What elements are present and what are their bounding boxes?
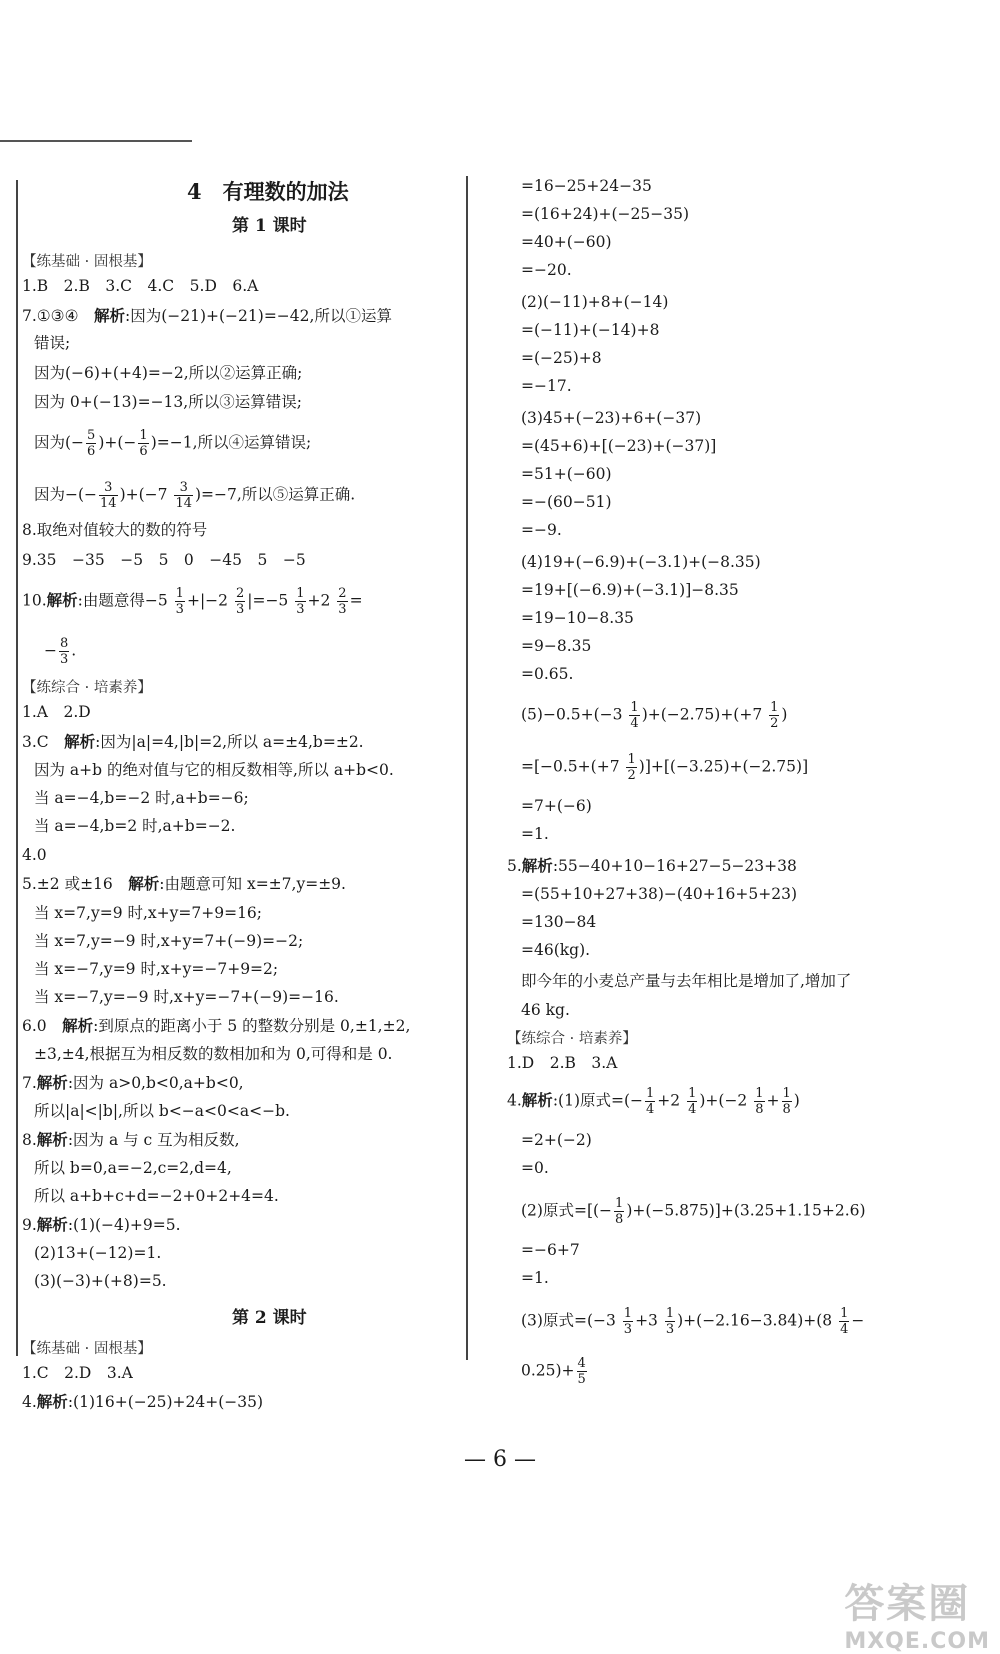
answer-line: 当 a=−4,b=2 时,a+b=−2.: [34, 817, 236, 835]
answer-line: ±3,±4,根据互为相反数的数相加和为 0,可得和是 0.: [34, 1045, 393, 1063]
answer-line: 所以 b=0,a=−2,c=2,d=4,: [34, 1159, 232, 1177]
analysis-label: 解析: [521, 1090, 553, 1110]
top-rule: [0, 140, 192, 142]
answer-line: 6.0 解析:到原点的距离小于 5 的整数分别是 0,±1,±2,: [22, 1016, 411, 1035]
answer-line: 1.B 2.B 3.C 4.C 5.D 6.A: [22, 277, 259, 295]
fraction: $\frac{1}{4}$: [688, 1086, 697, 1117]
answer-line: 1.A 2.D: [22, 703, 91, 721]
fraction: $\frac{1}{2}$: [627, 752, 636, 783]
answer-line: (5)−0.5+(−3 $\frac{1}{4}$ )+(−2.75)+(+7 $\frac{1}{2}$ ): [521, 700, 788, 731]
answer-line: 错误;: [34, 334, 71, 352]
answer-line: 0.25)+ $\frac{4}{5}$: [521, 1356, 586, 1387]
answer-line: =(−11)+(−14)+8: [521, 321, 660, 339]
fraction: $\frac{2}{3}$: [235, 586, 245, 617]
left-margin-rule: [16, 180, 18, 1356]
page-number: — 6 —: [464, 1447, 536, 1472]
analysis-label: 解析: [36, 1073, 68, 1092]
watermark-logo: [844, 1572, 990, 1654]
answer-line: (3)原式=(−3 $\frac{1}{3}$ +3 $\frac{1}{3}$ )+(−2.16−3.84)+(8 $\frac{1}{4}$ −: [521, 1306, 865, 1337]
answer-line: 5.±2 或±16 解析:由题意可知 x=±7,y=±9.: [22, 874, 346, 893]
analysis-label: 解析: [62, 1016, 94, 1035]
answer-line: =1.: [521, 825, 549, 843]
answer-line: =−6+7: [521, 1241, 580, 1259]
fraction: $\frac{1}{3}$: [296, 586, 305, 617]
answer-line: 1.C 2.D 3.A: [22, 1364, 133, 1382]
fraction: $\frac{1}{6}$: [139, 428, 148, 459]
answer-line: 因为−(− $\frac{3}{14}$ )+(−7 $\frac{3}{14}$ )=−7,所以⑤运算正确.: [34, 480, 356, 511]
answer-line: 8.解析:因为 a 与 c 互为相反数,: [22, 1130, 240, 1149]
fraction: $\frac{1}{3}$: [623, 1306, 633, 1337]
answer-line: =(55+10+27+38)−(40+16+5+23): [521, 885, 798, 903]
answer-line: (3)45+(−23)+6+(−37): [521, 409, 702, 427]
answer-line: 4.0: [22, 846, 47, 864]
answer-line: 所以 a+b+c+d=−2+0+2+4=4.: [34, 1187, 279, 1205]
answer-line: 9.解析:(1)(−4)+9=5.: [22, 1215, 181, 1234]
fraction: $\frac{1}{4}$: [630, 700, 639, 731]
answer-line: (2)13+(−12)=1.: [34, 1244, 162, 1262]
analysis-label: 解析: [36, 1215, 68, 1234]
section-tag: 【练基础 · 固根基】: [22, 254, 152, 270]
analysis-label: 解析: [64, 732, 96, 751]
answer-line: =(45+6)+[(−23)+(−37)]: [521, 437, 717, 455]
answer-line: 当 x=7,y=−9 时,x+y=7+(−9)=−2;: [34, 932, 304, 950]
fraction: $\frac{1}{2}$: [770, 700, 779, 731]
answer-line: 当 a=−4,b=−2 时,a+b=−6;: [34, 789, 249, 807]
answer-line: 当 x=7,y=9 时,x+y=7+9=16;: [34, 904, 263, 922]
section-tag: 【练综合 · 培素养】: [22, 680, 152, 696]
answer-line: 1.D 2.B 3.A: [507, 1054, 618, 1072]
analysis-label: 解析: [521, 856, 553, 875]
answer-line: =[−0.5+(+7 $\frac{1}{2}$ )]+[(−3.25)+(−2.75)]: [521, 752, 809, 783]
fraction: $\frac{1}{8}$: [782, 1086, 791, 1117]
fraction: $\frac{5}{6}$: [87, 428, 96, 459]
answer-line: (3)(−3)+(+8)=5.: [34, 1272, 167, 1290]
answer-line: 即今年的小麦总产量与去年相比是增加了,增加了: [521, 972, 852, 990]
section-title: 4 有理数的加法: [187, 179, 349, 204]
answer-line: 当 x=−7,y=9 时,x+y=−7+9=2;: [34, 960, 279, 978]
fraction: $\frac{3}{14}$: [175, 480, 192, 511]
answer-line: =7+(−6): [521, 797, 592, 815]
answer-line: 9.35 −35 −5 5 0 −45 5 −5: [22, 551, 306, 569]
answer-line: =46(kg).: [521, 941, 591, 959]
answer-line: =−(60−51): [521, 493, 612, 511]
section-tag: 【练基础 · 固根基】: [22, 1341, 152, 1357]
fraction: $\frac{3}{14}$: [100, 480, 117, 511]
answer-line: 46 kg.: [521, 1001, 570, 1019]
answer-line: =−17.: [521, 377, 572, 395]
fraction: $\frac{2}{3}$: [338, 586, 347, 617]
answer-line: 因为(−6)+(+4)=−2,所以②运算正确;: [34, 364, 303, 382]
answer-line: − $\frac{8}{3}$ .: [44, 636, 77, 667]
answer-line: =−20.: [521, 261, 572, 279]
analysis-label: 解析: [128, 874, 160, 893]
analysis-label: 解析: [93, 306, 125, 325]
answer-line: =0.: [521, 1159, 549, 1177]
answer-line: =16−25+24−35: [521, 177, 652, 195]
answer-line: 因为 a+b 的绝对值与它的相反数相等,所以 a+b<0.: [34, 761, 394, 779]
answer-line: =(−25)+8: [521, 349, 602, 367]
watermark-text: 答案圈: [844, 1581, 971, 1627]
answer-line: =19+[(−6.9)+(−3.1)]−8.35: [521, 581, 739, 599]
answer-line: 当 x=−7,y=−9 时,x+y=−7+(−9)=−16.: [34, 988, 339, 1006]
answer-line: (2)原式=[(− $\frac{1}{8}$ )+(−5.875)]+(3.25+1.15+2.6): [521, 1196, 866, 1227]
answer-line: =130−84: [521, 913, 597, 931]
answer-line: 10.解析:由题意得−5 $\frac{1}{3}$ +|−2 $\frac{2}{3}$ |=−5 $\frac{1}{3}$ +2 $\frac{2}{3}$ =: [22, 586, 363, 617]
fraction: $\frac{4}{5}$: [577, 1356, 586, 1387]
answer-line: (2)(−11)+8+(−14): [521, 293, 669, 311]
analysis-label: 解析: [36, 1392, 68, 1411]
fraction: $\frac{1}{8}$: [615, 1196, 624, 1227]
section-tag: 【练综合 · 培素养】: [507, 1031, 637, 1047]
answer-line: 8.取绝对值较大的数的符号: [22, 521, 208, 539]
answer-line: 7.①③④ 解析:因为(−21)+(−21)=−42,所以①运算: [22, 306, 392, 325]
answer-line: =40+(−60): [521, 233, 612, 251]
fraction: $\frac{1}{8}$: [755, 1086, 764, 1117]
answer-line: 所以|a|<|b|,所以 b<−a<0<a<−b.: [34, 1102, 290, 1120]
answer-line: =(16+24)+(−25−35): [521, 205, 690, 223]
answer-line: =0.65.: [521, 665, 574, 683]
lesson-heading: 第 2 课时: [232, 1308, 307, 1328]
column-divider: [466, 176, 468, 1360]
watermark-url: MXQE.COM: [844, 1629, 990, 1654]
answer-line: 因为(− $\frac{5}{6}$ )+(− $\frac{1}{6}$ )=−1,所以④运算错误;: [34, 428, 312, 459]
lesson-heading: 第 1 课时: [232, 216, 307, 236]
answer-line: =−9.: [521, 521, 562, 539]
answer-line: =9−8.35: [521, 637, 592, 655]
analysis-label: 解析: [46, 590, 78, 610]
fraction: $\frac{1}{4}$: [840, 1306, 849, 1337]
fraction: $\frac{8}{3}$: [60, 636, 69, 667]
analysis-label: 解析: [36, 1130, 68, 1149]
answer-line: =1.: [521, 1269, 549, 1287]
answer-line: 5.解析:55−40+10−16+27−5−23+38: [507, 856, 797, 875]
answer-line: (4)19+(−6.9)+(−3.1)+(−8.35): [521, 553, 761, 571]
answer-line: =2+(−2): [521, 1131, 592, 1149]
fraction: $\frac{1}{3}$: [665, 1306, 675, 1337]
answer-line: 4.解析:(1)原式=(− $\frac{1}{4}$ +2 $\frac{1}{4}$ )+(−2 $\frac{1}{8}$ + $\frac{1}{8}$ ): [507, 1086, 800, 1117]
fraction: $\frac{1}{3}$: [175, 586, 184, 617]
answer-line: =19−10−8.35: [521, 609, 634, 627]
answer-line: 4.解析:(1)16+(−25)+24+(−35): [22, 1392, 264, 1411]
answer-line: =51+(−60): [521, 465, 612, 483]
fraction: $\frac{1}{4}$: [646, 1086, 655, 1117]
answer-line: 因为 0+(−13)=−13,所以③运算错误;: [34, 393, 302, 411]
answer-line: 3.C 解析:因为|a|=4,|b|=2,所以 a=±4,b=±2.: [22, 732, 364, 751]
answer-line: 7.解析:因为 a>0,b<0,a+b<0,: [22, 1073, 244, 1092]
